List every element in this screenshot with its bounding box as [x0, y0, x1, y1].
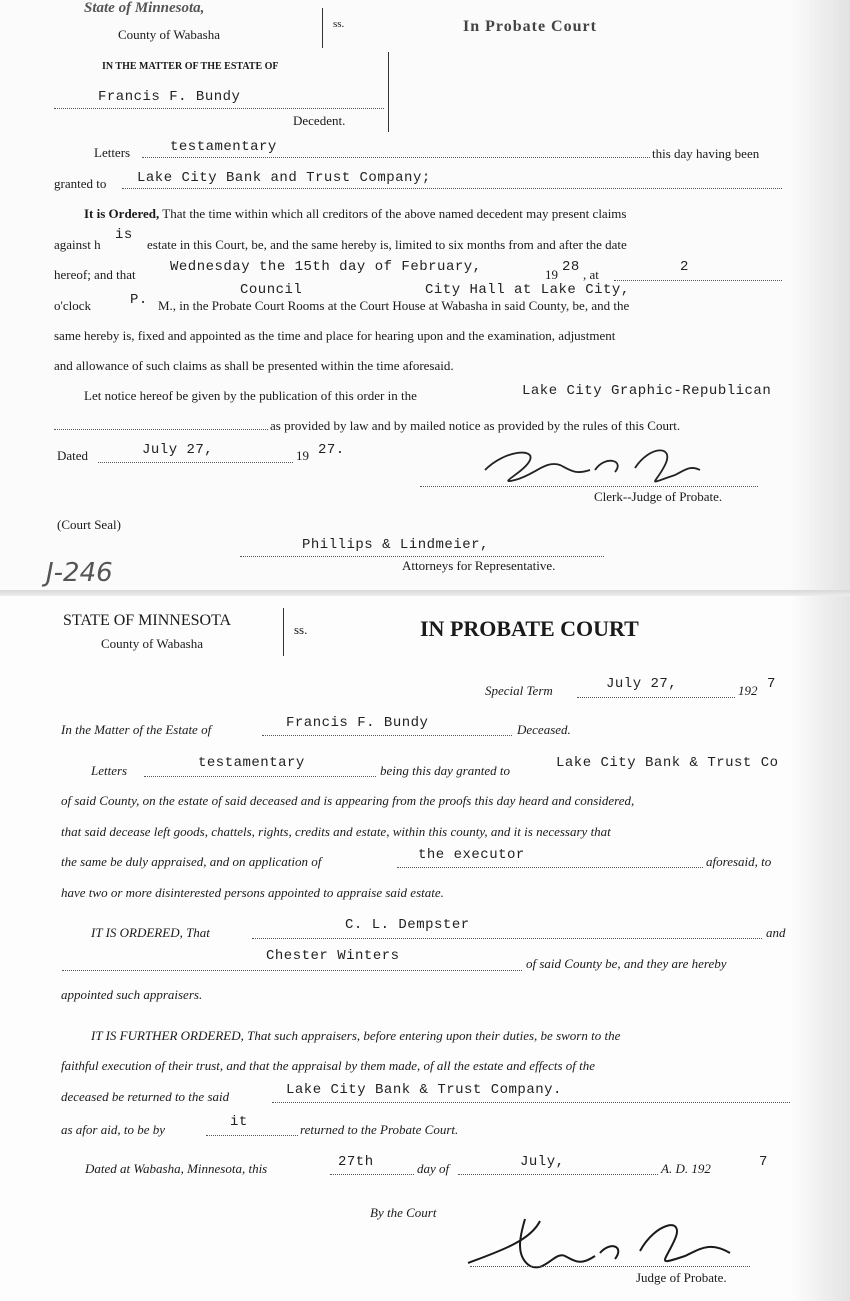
rooms-text: M., in the Probate Court Rooms at the Court House at Wabasha in said County, be, and the	[158, 298, 630, 313]
deceased-label: Deceased.	[517, 722, 571, 737]
being-granted-text: being this day granted to	[380, 763, 510, 778]
granted-to-label: granted to	[54, 176, 107, 191]
dated-label: Dated	[57, 448, 89, 463]
dated-year: 27.	[318, 442, 345, 458]
decedent-label: Decedent.	[293, 113, 346, 128]
judge-signature	[475, 440, 715, 490]
and-label: and	[766, 925, 786, 940]
body-line-1: of said County, on the estate of said deceased and is appearing from the proofs this day heard and considered,	[61, 793, 635, 808]
same-text: same hereby is, fixed and appointed as the time and place for hearing upon and the examination, adjustment	[54, 328, 616, 343]
granted-to-2: Lake City Bank & Trust Co	[556, 755, 779, 771]
pm-value: P.	[130, 292, 148, 308]
council-insert: Council	[240, 282, 303, 298]
dated-at-text: Dated at Wabasha, Minnesota, this	[85, 1161, 268, 1176]
state-header: State of Minnesota,	[84, 0, 205, 16]
dated-year-prefix: 19	[296, 448, 309, 463]
allowance-text: and allowance of such claims as shall be presented within the time aforesaid.	[54, 358, 454, 373]
oclock-label: o'clock	[54, 298, 91, 313]
day-granted-text: this day having been	[652, 146, 760, 161]
court-title-2: IN PROBATE COURT	[420, 616, 639, 641]
ordered-label: IT IS ORDERED, That	[91, 925, 210, 940]
day-value: 27th	[338, 1154, 374, 1170]
order-appointing-appraisers-sheet	[0, 596, 850, 1301]
newspaper-name: Lake City Graphic-Republican	[522, 383, 772, 399]
term-year-prefix: 192	[738, 683, 758, 698]
further-line-4: as afor aid, to be by	[61, 1122, 165, 1137]
it-value: it	[230, 1114, 248, 1130]
letters-label-2: Letters	[91, 763, 128, 778]
granted-to-value: Lake City Bank and Trust Company;	[137, 170, 431, 186]
dated-value: July 27,	[142, 442, 214, 458]
further-line-1: IT IS FURTHER ORDERED, That such appraisers, before entering upon their duties, be sworn to the	[91, 1028, 621, 1043]
against-rest: estate in this Court, be, and the same hereby is, limited to six months from and after the date	[147, 237, 627, 252]
order-limiting-time-sheet	[0, 0, 850, 592]
appointed-text: appointed such appraisers.	[61, 987, 203, 1002]
further-line-3: deceased be returned to the said	[61, 1089, 230, 1104]
by-court-label: By the Court	[370, 1205, 437, 1220]
year-prefix: 19	[545, 267, 558, 282]
special-term-label: Special Term	[485, 683, 553, 698]
provided-text: as provided by law and by mailed notice as provided by the rules of this Court.	[270, 418, 681, 433]
letters-type: testamentary	[170, 139, 277, 155]
aforesaid-text: aforesaid, to	[706, 854, 772, 869]
said-county-text: of said County be, and they are hereby	[526, 956, 727, 971]
ss-label-2: ss.	[294, 622, 308, 637]
term-date: July 27,	[606, 676, 678, 692]
court-title: In Probate Court	[463, 18, 597, 35]
term-year: 7	[767, 676, 776, 692]
judge-label: Clerk--Judge of Probate.	[594, 489, 723, 504]
his-value: is	[115, 227, 133, 243]
hereof-label: hereof; and that	[54, 267, 136, 282]
hearing-date: Wednesday the 15th day of February,	[170, 259, 482, 275]
state-label: STATE OF MINNESOTA	[63, 612, 232, 629]
day-of-label: day of	[417, 1161, 450, 1176]
city-hall-insert: City Hall at Lake City,	[425, 282, 630, 298]
return-to-value: Lake City Bank & Trust Company.	[286, 1082, 562, 1098]
body-line-2: that said decease left goods, chattels, rights, credits and estate, within this county, and it is necessary that	[61, 824, 611, 839]
against-label: against h	[54, 237, 101, 252]
body-line-3: the same be duly appraised, and on application of	[61, 854, 322, 869]
ad-label: A. D. 192	[661, 1161, 711, 1176]
notice-text: Let notice hereof be given by the publication of this order in the	[84, 388, 417, 403]
file-number: J-246	[46, 558, 113, 588]
hearing-hour: 2	[680, 259, 689, 275]
month-value: July,	[520, 1154, 565, 1170]
court-seal-label: (Court Seal)	[57, 517, 121, 532]
appraiser-2: Chester Winters	[266, 948, 400, 964]
ordered-line: It is Ordered, That the time within which all creditors of the above named decedent may present claims	[84, 206, 627, 221]
body-line-4: have two or more disinterested persons appointed to appraise said estate.	[61, 885, 444, 900]
decedent-name: Francis F. Bundy	[98, 89, 241, 105]
attorney-label: Attorneys for Representative.	[402, 558, 556, 573]
ss-label: ss.	[333, 18, 345, 30]
at-label: , at	[583, 267, 599, 282]
judge-label-2: Judge of Probate.	[636, 1270, 727, 1285]
ad-year: 7	[759, 1154, 768, 1170]
appraiser-1: C. L. Dempster	[345, 917, 470, 933]
further-line-4-end: returned to the Probate Court.	[300, 1122, 459, 1137]
further-line-2: faithful execution of their trust, and that the appraisal by them made, of all the estate and effects of the	[61, 1058, 596, 1073]
matter-heading: IN THE MATTER OF THE ESTATE OF	[102, 61, 279, 72]
applicant-value: the executor	[418, 847, 525, 863]
county-label: County of Wabasha	[118, 27, 220, 42]
matter-label: In the Matter of the Estate of	[61, 722, 212, 737]
letters-label: Letters	[94, 145, 131, 160]
hearing-year: 28	[562, 259, 580, 275]
county-label-2: County of Wabasha	[101, 636, 203, 651]
letters-type-2: testamentary	[198, 755, 305, 771]
attorney-name: Phillips & Lindmeier,	[302, 537, 489, 553]
estate-name: Francis F. Bundy	[286, 715, 429, 731]
